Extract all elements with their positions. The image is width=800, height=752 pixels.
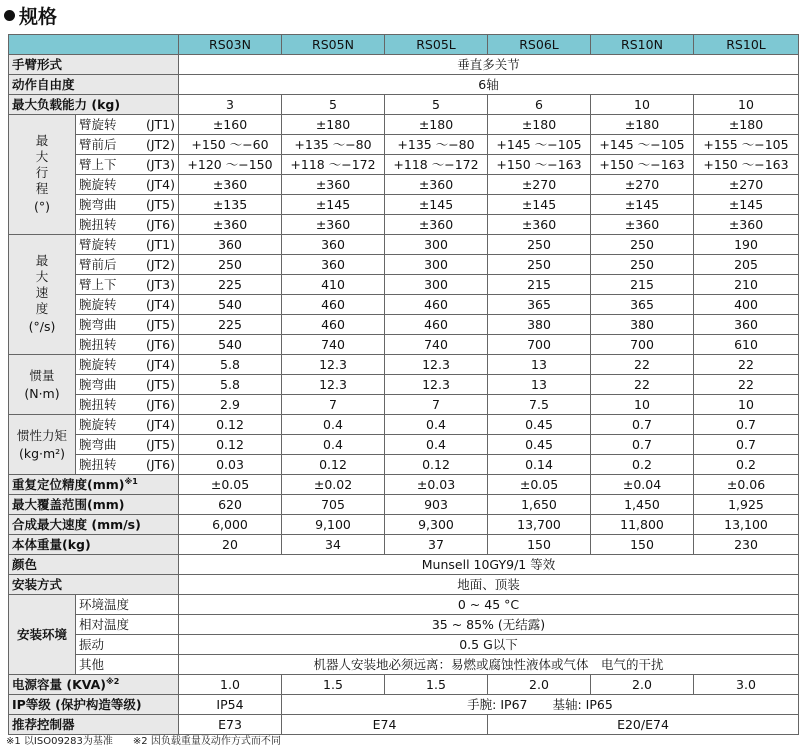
value-cell: ±0.05 (179, 475, 282, 495)
axis-code: (JT4) (145, 176, 175, 192)
value-cell: ±360 (179, 215, 282, 235)
value-cell: 215 (488, 275, 591, 295)
value-cell: +150 ～−163 (591, 155, 694, 175)
value-cell: ±360 (179, 175, 282, 195)
table-row (9, 575, 799, 595)
value-cell: 250 (488, 235, 591, 255)
group-unit: (°/s) (28, 319, 56, 334)
model-header-row (9, 35, 799, 55)
row-label: 推荐控制器 (9, 715, 179, 735)
bullet-icon (4, 10, 15, 21)
row-label: 动作自由度 (9, 75, 179, 95)
value-cell: 22 (591, 355, 694, 375)
footnote: ※2 因负载重量及动作方式而不同 (132, 736, 281, 747)
table-row (9, 215, 799, 235)
value-cell: 610 (694, 335, 799, 355)
value-cell: 12.3 (385, 375, 488, 395)
value-cell: ±0.06 (694, 475, 799, 495)
value-cell: ±145 (385, 195, 488, 215)
value-cell: 705 (282, 495, 385, 515)
group-label (9, 415, 76, 475)
row-label-text: 电源容量 (KVA) (12, 676, 106, 692)
axis-name: 臂旋转 (79, 236, 117, 252)
value-cell: 215 (591, 275, 694, 295)
value-cell: 0.45 (488, 435, 591, 455)
value-cell: ±360 (488, 215, 591, 235)
value-cell: 540 (179, 295, 282, 315)
axis-name: 臂上下 (79, 156, 117, 172)
value-cell: ±360 (385, 175, 488, 195)
value-cell: 0.4 (282, 415, 385, 435)
value-cell: ±0.05 (488, 475, 591, 495)
value-cell: ±360 (282, 175, 385, 195)
sub-label (76, 195, 179, 215)
value-cell: 360 (179, 235, 282, 255)
value-cell: 620 (179, 495, 282, 515)
row-label: 最大覆盖范围(mm) (9, 495, 179, 515)
value-cell: 0.4 (385, 435, 488, 455)
axis-name: 腕旋转 (79, 356, 117, 372)
value-cell: 9,300 (385, 515, 488, 535)
sub-label (76, 355, 179, 375)
value-cell: 380 (488, 315, 591, 335)
group-unit: (kg·m²) (18, 445, 66, 461)
value-cell: 7 (385, 395, 488, 415)
value-cell: ±0.04 (591, 475, 694, 495)
header-corner (9, 35, 179, 55)
value-cell: 150 (488, 535, 591, 555)
sub-label (76, 275, 179, 295)
axis-name: 腕弯曲 (79, 376, 117, 392)
table-row (9, 75, 799, 95)
value-cell: +150 ～−60 (179, 135, 282, 155)
row-label: 本体重量(kg) (9, 535, 179, 555)
value-cell: ±360 (385, 215, 488, 235)
table-row (9, 595, 799, 615)
sub-label: 振动 (76, 635, 179, 655)
value-cell: 190 (694, 235, 799, 255)
value-cell: +150 ～−163 (694, 155, 799, 175)
merged-value: E74 (282, 715, 488, 735)
sub-label (76, 115, 179, 135)
value-cell: 22 (694, 375, 799, 395)
value-cell: 460 (282, 295, 385, 315)
value-cell: ±145 (282, 195, 385, 215)
row-label (9, 675, 179, 695)
group-label (9, 115, 76, 235)
table-row (9, 455, 799, 475)
value-cell: 22 (694, 355, 799, 375)
value-cell: 0.12 (282, 455, 385, 475)
value-cell: ±145 (694, 195, 799, 215)
row-label: 最大负载能力 (kg) (9, 95, 179, 115)
value-cell: 3 (179, 95, 282, 115)
row-label: 安装方式 (9, 575, 179, 595)
value-cell: ±180 (694, 115, 799, 135)
value-cell: 1.5 (282, 675, 385, 695)
axis-code: (JT5) (145, 436, 175, 452)
footnotes (6, 732, 281, 747)
sub-label (76, 215, 179, 235)
table-row (9, 415, 799, 435)
value-cell: +118 ～−172 (282, 155, 385, 175)
value-cell: 2.0 (488, 675, 591, 695)
sub-label (76, 395, 179, 415)
table-row (9, 435, 799, 455)
axis-name: 腕弯曲 (79, 316, 117, 332)
table-row (9, 275, 799, 295)
table-row (9, 155, 799, 175)
axis-name: 腕扭转 (79, 456, 117, 472)
model-header: RS06L (488, 35, 591, 55)
table-row (9, 635, 799, 655)
value-cell: 740 (385, 335, 488, 355)
value-cell: +118 ～−172 (385, 155, 488, 175)
value-cell: +145 ～−105 (488, 135, 591, 155)
value-cell: 0.2 (591, 455, 694, 475)
value-cell: 10 (694, 395, 799, 415)
value-cell: 12.3 (385, 355, 488, 375)
group-label (9, 355, 76, 415)
merged-value: 0 ~ 45 °C (179, 595, 799, 615)
table-row (9, 175, 799, 195)
value-cell: 460 (385, 295, 488, 315)
value-cell: 13,100 (694, 515, 799, 535)
table-row (9, 95, 799, 115)
value-cell: 10 (591, 95, 694, 115)
value-cell: 5.8 (179, 355, 282, 375)
value-cell: 740 (282, 335, 385, 355)
table-row (9, 375, 799, 395)
table-row (9, 135, 799, 155)
section-heading (2, 2, 57, 28)
sub-label (76, 175, 179, 195)
value-cell: 3.0 (694, 675, 799, 695)
sub-label (76, 135, 179, 155)
row-label: IP等级 (保护构造等级) (9, 695, 179, 715)
value-cell: 230 (694, 535, 799, 555)
value-cell: 0.12 (385, 455, 488, 475)
value-cell: ±360 (282, 215, 385, 235)
group-unit: (N·m) (24, 385, 60, 401)
value-cell: ±160 (179, 115, 282, 135)
value-cell: 400 (694, 295, 799, 315)
value-cell: ±0.02 (282, 475, 385, 495)
value-cell: ±270 (694, 175, 799, 195)
group-unit: (°) (33, 199, 50, 214)
sub-label (76, 375, 179, 395)
sub-label (76, 335, 179, 355)
axis-code: (JT4) (145, 416, 175, 432)
axis-code: (JT6) (145, 396, 175, 412)
group-title: 惯量 (29, 367, 55, 383)
value-cell: 0.12 (179, 415, 282, 435)
value-cell: 13,700 (488, 515, 591, 535)
value-cell: 0.12 (179, 435, 282, 455)
value-cell: 250 (591, 255, 694, 275)
group-title: 最大行程 (35, 133, 49, 196)
table-row (9, 395, 799, 415)
axis-code: (JT6) (145, 336, 175, 352)
value-cell: 1,925 (694, 495, 799, 515)
value-cell: 700 (488, 335, 591, 355)
value-cell: ±180 (385, 115, 488, 135)
axis-name: 腕扭转 (79, 336, 117, 352)
axis-name: 臂旋转 (79, 116, 117, 132)
sub-label: 其他 (76, 655, 179, 675)
table-row (9, 235, 799, 255)
value-cell: 7 (282, 395, 385, 415)
value-cell: ±180 (488, 115, 591, 135)
table-row (9, 515, 799, 535)
value-cell: 250 (488, 255, 591, 275)
value-cell: 0.03 (179, 455, 282, 475)
table-row (9, 495, 799, 515)
value-cell: ±145 (488, 195, 591, 215)
model-header: RS03N (179, 35, 282, 55)
value-cell: 22 (591, 375, 694, 395)
value-cell: 20 (179, 535, 282, 555)
value-cell: 225 (179, 315, 282, 335)
value-cell: 365 (488, 295, 591, 315)
value-cell: 700 (591, 335, 694, 355)
axis-code: (JT1) (145, 116, 175, 132)
axis-code: (JT1) (145, 236, 175, 252)
value-cell: +155 ～−105 (694, 135, 799, 155)
model-header: RS05N (282, 35, 385, 55)
value-cell: 2.0 (591, 675, 694, 695)
axis-code: (JT4) (145, 356, 175, 372)
value-cell: 150 (591, 535, 694, 555)
value-cell: 0.4 (282, 435, 385, 455)
value-cell: IP54 (179, 695, 282, 715)
table-row (9, 615, 799, 635)
value-cell: ±270 (488, 175, 591, 195)
value-cell: 9,100 (282, 515, 385, 535)
sub-label (76, 415, 179, 435)
row-label-text: 重复定位精度(mm) (12, 476, 125, 492)
table-row (9, 355, 799, 375)
value-cell: 0.14 (488, 455, 591, 475)
axis-name: 腕旋转 (79, 416, 117, 432)
value-cell: 360 (694, 315, 799, 335)
value-cell: 5.8 (179, 375, 282, 395)
group-title: 惯性力矩 (16, 427, 67, 443)
sub-label (76, 435, 179, 455)
table-row (9, 555, 799, 575)
merged-value: 6轴 (179, 75, 799, 95)
row-label: 手臂形式 (9, 55, 179, 75)
axis-name: 腕旋转 (79, 176, 117, 192)
axis-code: (JT6) (145, 456, 175, 472)
value-cell: 10 (694, 95, 799, 115)
merged-value: 0.5 G以下 (179, 635, 799, 655)
value-cell: 0.45 (488, 415, 591, 435)
table-row (9, 335, 799, 355)
axis-code: (JT5) (145, 196, 175, 212)
value-cell: ±135 (179, 195, 282, 215)
value-cell: 1,450 (591, 495, 694, 515)
value-cell: 10 (591, 395, 694, 415)
value-cell: 250 (591, 235, 694, 255)
sub-label (76, 455, 179, 475)
axis-name: 腕扭转 (79, 216, 117, 232)
sub-label (76, 295, 179, 315)
axis-code: (JT2) (145, 256, 175, 272)
value-cell: 903 (385, 495, 488, 515)
value-cell: 360 (282, 235, 385, 255)
value-cell: +135 ～−80 (385, 135, 488, 155)
value-cell: 0.7 (591, 435, 694, 455)
sub-label: 环境温度 (76, 595, 179, 615)
value-cell: +150 ～−163 (488, 155, 591, 175)
spec-table (8, 34, 799, 735)
value-cell: 410 (282, 275, 385, 295)
value-cell: ±180 (591, 115, 694, 135)
value-cell: 12.3 (282, 355, 385, 375)
section-title: 规格 (19, 5, 58, 28)
value-cell: 1.5 (385, 675, 488, 695)
table-row (9, 295, 799, 315)
merged-value: Munsell 10GY9/1 等效 (179, 555, 799, 575)
axis-code: (JT3) (145, 156, 175, 172)
axis-code: (JT6) (145, 216, 175, 232)
table-row (9, 115, 799, 135)
value-cell: 0.7 (694, 415, 799, 435)
axis-name: 臂前后 (79, 136, 117, 152)
footnote: ※1 以ISO09283为基准 (6, 736, 113, 747)
value-cell: 0.7 (694, 435, 799, 455)
axis-name: 臂前后 (79, 256, 117, 272)
value-cell: 300 (385, 255, 488, 275)
value-cell: 12.3 (282, 375, 385, 395)
group-title: 最大速度 (35, 253, 49, 316)
value-cell: +145 ～−105 (591, 135, 694, 155)
table-row (9, 55, 799, 75)
axis-code: (JT5) (145, 376, 175, 392)
value-cell: ±360 (694, 215, 799, 235)
sub-label (76, 235, 179, 255)
merged-value: 地面、顶装 (179, 575, 799, 595)
value-cell: 360 (282, 255, 385, 275)
value-cell: 460 (385, 315, 488, 335)
value-cell: ±180 (282, 115, 385, 135)
table-row (9, 535, 799, 555)
value-cell: 0.7 (591, 415, 694, 435)
value-cell: ±0.03 (385, 475, 488, 495)
value-cell: ±270 (591, 175, 694, 195)
axis-name: 腕弯曲 (79, 436, 117, 452)
row-label: 合成最大速度 (mm/s) (9, 515, 179, 535)
merged-value: 35 ~ 85% (无结露) (179, 615, 799, 635)
table-row (9, 315, 799, 335)
group-label: 安装环境 (9, 595, 76, 675)
table-row (9, 475, 799, 495)
row-label (9, 475, 179, 495)
sub-label (76, 155, 179, 175)
footnote-mark: ※2 (105, 676, 120, 686)
value-cell: 6 (488, 95, 591, 115)
value-cell: 5 (282, 95, 385, 115)
value-cell: 1.0 (179, 675, 282, 695)
value-cell: 7.5 (488, 395, 591, 415)
axis-code: (JT4) (145, 296, 175, 312)
table-row (9, 195, 799, 215)
merged-value: E20/E74 (488, 715, 799, 735)
row-label: 颜色 (9, 555, 179, 575)
axis-name: 臂上下 (79, 276, 117, 292)
value-cell: 540 (179, 335, 282, 355)
group-label (9, 235, 76, 355)
value-cell: 0.4 (385, 415, 488, 435)
value-cell: +120 ～−150 (179, 155, 282, 175)
value-cell: 225 (179, 275, 282, 295)
value-cell: 2.9 (179, 395, 282, 415)
value-cell: 210 (694, 275, 799, 295)
axis-code: (JT2) (145, 136, 175, 152)
value-cell: E73 (179, 715, 282, 735)
axis-code: (JT5) (145, 316, 175, 332)
merged-value: 机器人安装地必须远离：易燃或腐蚀性液体或气体 电气的干扰 (179, 655, 799, 675)
value-cell: +135 ～−80 (282, 135, 385, 155)
value-cell: 1,650 (488, 495, 591, 515)
value-cell: 250 (179, 255, 282, 275)
model-header: RS05L (385, 35, 488, 55)
value-cell: 0.2 (694, 455, 799, 475)
value-cell: 300 (385, 275, 488, 295)
sub-label (76, 315, 179, 335)
value-cell: 365 (591, 295, 694, 315)
sub-label: 相对温度 (76, 615, 179, 635)
table-row (9, 255, 799, 275)
value-cell: 300 (385, 235, 488, 255)
value-cell: 37 (385, 535, 488, 555)
axis-name: 腕扭转 (79, 396, 117, 412)
axis-name: 腕弯曲 (79, 196, 117, 212)
table-row (9, 695, 799, 715)
value-cell: 13 (488, 355, 591, 375)
value-cell: ±145 (591, 195, 694, 215)
table-row (9, 675, 799, 695)
sub-label (76, 255, 179, 275)
value-cell: 380 (591, 315, 694, 335)
value-cell: 5 (385, 95, 488, 115)
axis-code: (JT3) (145, 276, 175, 292)
merged-value: 垂直多关节 (179, 55, 799, 75)
value-cell: 460 (282, 315, 385, 335)
value-cell: 205 (694, 255, 799, 275)
model-header: RS10N (591, 35, 694, 55)
model-header: RS10L (694, 35, 799, 55)
table-row (9, 655, 799, 675)
merged-value: 手腕: IP67 基轴: IP65 (282, 695, 799, 715)
value-cell: 11,800 (591, 515, 694, 535)
value-cell: ±360 (591, 215, 694, 235)
footnote-mark: ※1 (124, 476, 138, 486)
value-cell: 13 (488, 375, 591, 395)
value-cell: 34 (282, 535, 385, 555)
axis-name: 腕旋转 (79, 296, 117, 312)
value-cell: 6,000 (179, 515, 282, 535)
